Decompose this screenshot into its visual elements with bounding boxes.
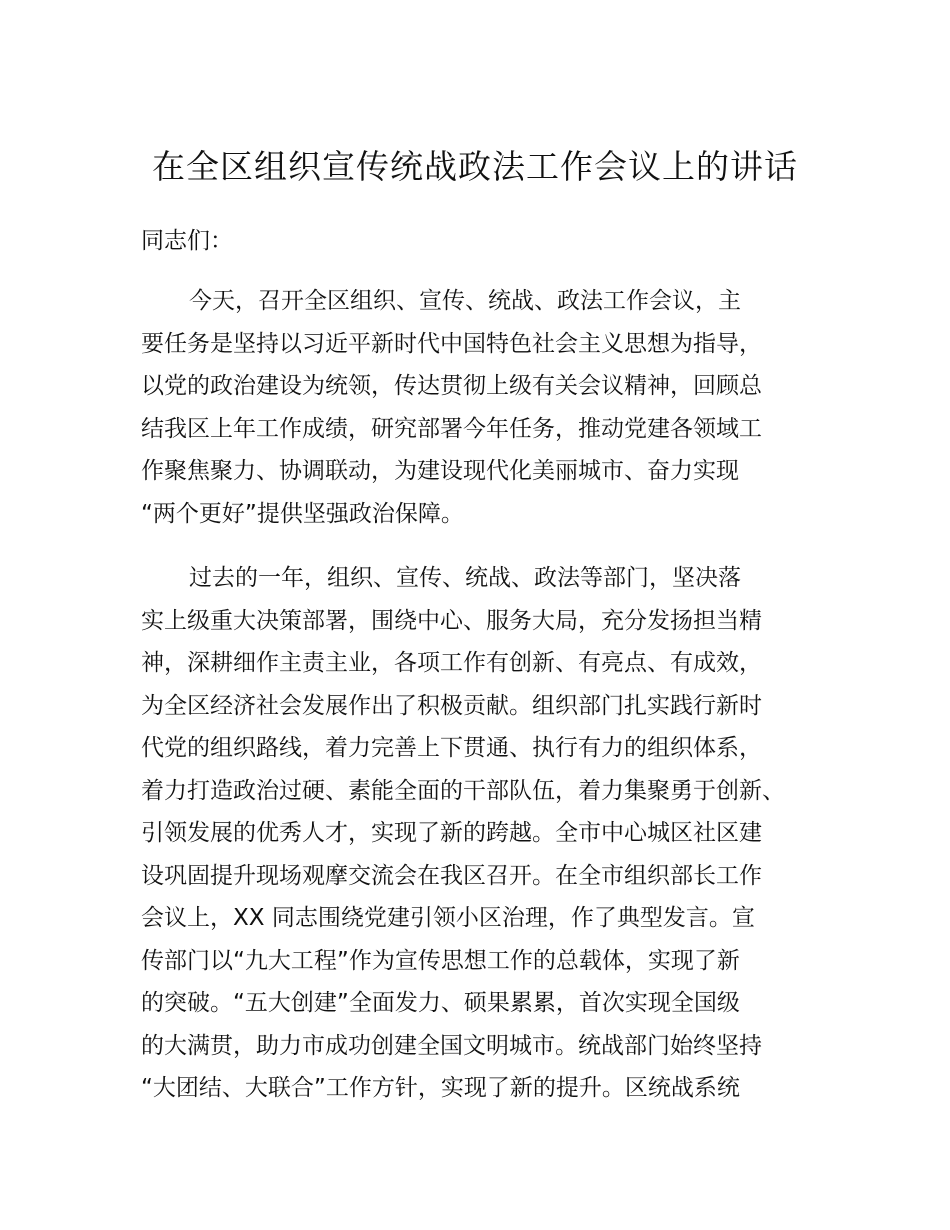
paragraph-line: 设巩固提升现场观摩交流会在我区召开。在全市组织部长工作 [141, 862, 762, 889]
paragraph-line: “两个更好”提供坚强政治保障。 [141, 500, 464, 527]
paragraph-line: 为全区经济社会发展作出了积极贡献。组织部门扎实践行新时 [141, 692, 762, 719]
paragraph-line: 以党的政治建设为统领，传达贯彻上级有关会议精神，回顾总 [141, 373, 762, 399]
paragraph-review [141, 557, 831, 1110]
paragraph-line: 要任务是坚持以习近平新时代中国特色社会主义思想为指导， [141, 330, 762, 357]
paragraph-line: 代党的组织路线，着力完善上下贯通、执行有力的组织体系， [141, 735, 762, 761]
paragraph-line: 着力打造政治过硬、素能全面的干部队伍，着力集聚勇于创新、 [141, 777, 785, 804]
document-title: 在全区组织宣传统战政法工作会议上的讲话 [152, 147, 798, 186]
paragraph-line: 传部门以“九大工程”作为宣传思想工作的总载体，实现了新 [141, 947, 740, 974]
paragraph-opening [141, 280, 831, 535]
paragraph-line: 作聚焦聚力、协调联动，为建设现代化美丽城市、奋力实现 [141, 458, 739, 484]
paragraph-line: 神，深耕细作主责主业，各项工作有创新、有亮点、有成效， [141, 650, 762, 676]
paragraph-line: 引领发展的优秀人才，实现了新的跨越。全市中心城区社区建 [141, 820, 762, 846]
paragraph-line: 实上级重大决策部署，围绕中心、服务大局，充分发扬担当精 [141, 607, 762, 634]
paragraph-line: “大团结、大联合”工作方针，实现了新的提升。区统战系统 [141, 1075, 740, 1101]
salutation: 同志们： [141, 228, 233, 254]
paragraph-line: 过去的一年，组织、宣传、统战、政法等部门，坚决落 [189, 565, 741, 591]
paragraph-line: 会议上，XX 同志围绕党建引领小区治理，作了典型发言。宣 [141, 905, 755, 931]
paragraph-line: 结我区上年工作成绩，研究部署今年任务，推动党建各领域工 [141, 415, 762, 442]
paragraph-line: 的突破。“五大创建”全面发力、硕果累累，首次实现全国级 [141, 990, 740, 1016]
paragraph-line: 的大满贯，助力市成功创建全国文明城市。统战部门始终坚持 [141, 1032, 762, 1059]
paragraph-line: 今天，召开全区组织、宣传、统战、政法工作会议，主 [189, 288, 741, 314]
